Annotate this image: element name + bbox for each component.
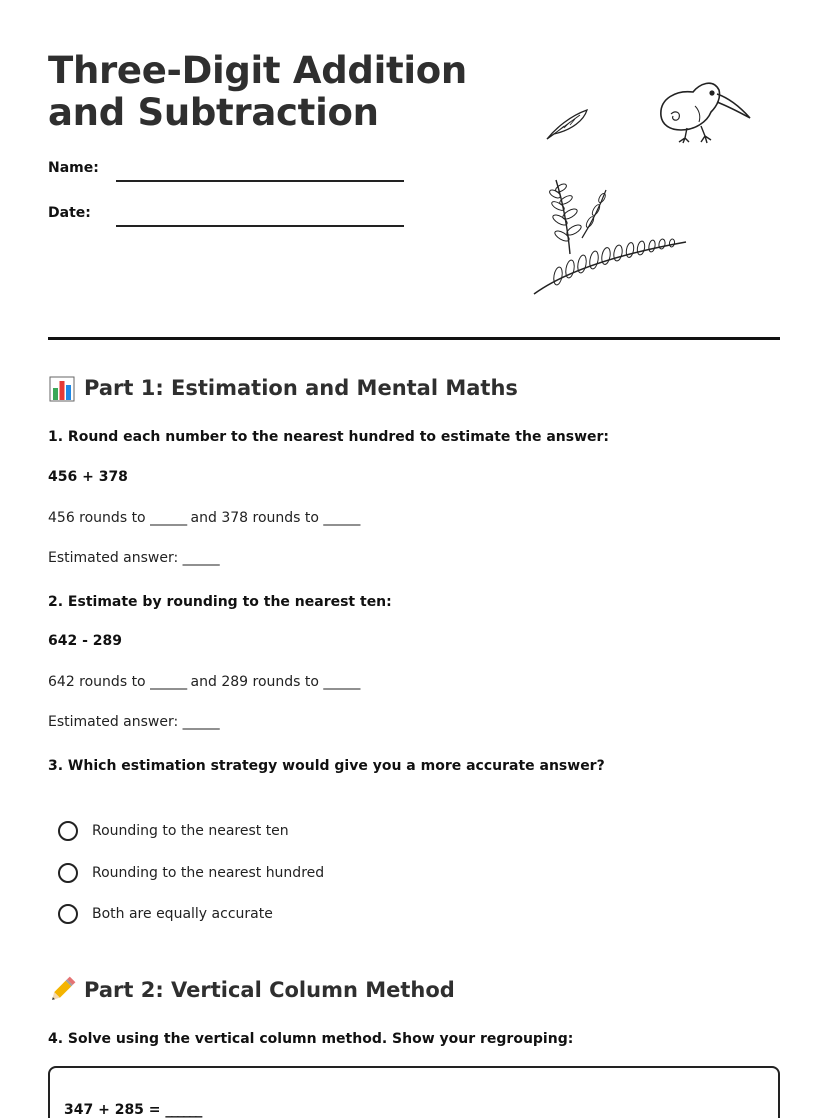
q1-blank-a[interactable]: ______ xyxy=(150,510,187,526)
pencil-icon xyxy=(48,976,76,1004)
radio-button[interactable] xyxy=(58,904,78,924)
name-label: Name: xyxy=(48,160,99,176)
q1-estimate-line xyxy=(48,550,219,566)
worksheet-title xyxy=(48,50,467,134)
q3-option-nearest-ten[interactable] xyxy=(58,821,289,841)
q4-work-box[interactable] xyxy=(48,1066,780,1118)
q4-prompt: 4. Solve using the vertical column method. Show your regrouping: xyxy=(48,1031,574,1047)
q2-rounding-a: 642 rounds to xyxy=(48,674,146,690)
date-label: Date: xyxy=(48,205,91,221)
q2-estimate-line xyxy=(48,714,219,730)
q3-prompt: 3. Which estimation strategy would give you a more accurate answer? xyxy=(48,758,605,774)
q1-rounding-and: and 378 rounds to xyxy=(190,510,319,526)
name-line[interactable] xyxy=(116,180,404,182)
radio-button[interactable] xyxy=(58,821,78,841)
fern-icon xyxy=(530,176,690,298)
q4-problem-line xyxy=(64,1102,201,1118)
q3-option-nearest-hundred[interactable] xyxy=(58,863,324,883)
q1-rounding-a: 456 rounds to xyxy=(48,510,146,526)
q2-prompt: 2. Estimate by rounding to the nearest ten: xyxy=(48,594,392,610)
q1-prompt: 1. Round each number to the nearest hundred to estimate the answer: xyxy=(48,429,610,445)
q2-blank-a[interactable]: ______ xyxy=(150,674,187,690)
q4-problem: 347 + 285 = xyxy=(64,1102,161,1118)
feather-icon xyxy=(544,106,592,142)
header-divider xyxy=(48,337,780,340)
part1-heading-text: Part 1: Estimation and Mental Maths xyxy=(84,376,518,400)
title-line-1: Three-Digit Addition xyxy=(48,49,467,92)
option-label: Rounding to the nearest hundred xyxy=(92,865,325,881)
option-label: Both are equally accurate xyxy=(92,906,273,922)
q1-blank-b[interactable]: ______ xyxy=(323,510,360,526)
q2-estimate-blank[interactable]: ______ xyxy=(182,714,219,730)
q4-answer-blank[interactable]: ______ xyxy=(165,1102,202,1118)
bar-chart-icon xyxy=(48,374,76,402)
title-line-2: and Subtraction xyxy=(48,91,379,134)
q1-estimate-label: Estimated answer: xyxy=(48,550,179,566)
q2-rounding-line xyxy=(48,674,359,690)
part2-heading xyxy=(48,976,455,1004)
option-label: Rounding to the nearest ten xyxy=(92,823,289,839)
q1-problem: 456 + 378 xyxy=(48,469,128,485)
q2-estimate-label: Estimated answer: xyxy=(48,714,179,730)
radio-button[interactable] xyxy=(58,863,78,883)
q2-problem: 642 - 289 xyxy=(48,633,123,649)
q1-rounding-line xyxy=(48,510,359,526)
q2-blank-b[interactable]: ______ xyxy=(323,674,360,690)
kiwi-bird-icon xyxy=(655,76,753,146)
part1-heading xyxy=(48,374,518,402)
q2-rounding-and: and 289 rounds to xyxy=(190,674,319,690)
date-line[interactable] xyxy=(116,225,404,227)
part2-heading-text: Part 2: Vertical Column Method xyxy=(84,978,455,1002)
q1-estimate-blank[interactable]: ______ xyxy=(182,550,219,566)
q3-option-equally-accurate[interactable] xyxy=(58,904,273,924)
